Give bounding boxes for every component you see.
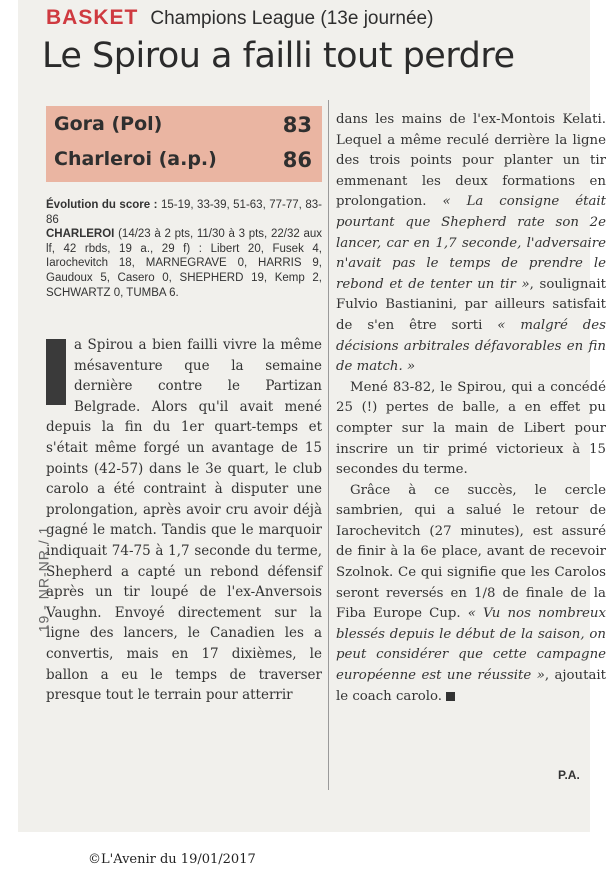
- competition-label: Champions League (13e journée): [150, 8, 434, 29]
- team-score: 86: [282, 148, 312, 172]
- byline: P.A.: [558, 768, 580, 782]
- score-row-away: [54, 148, 314, 170]
- source-credit: ©L'Avenir du 19/01/2017: [88, 852, 256, 867]
- text: Grâce à ce succès, le cercle sambrien, qui a salué le retour de Iarochevitch (27 minutes), est assuré de finir à la 6e place, avant de recevoir Szolnok. Ce qui signifie que les Carolos seront reversés en 1/8 de finale de la Fiba Europe Cup.: [336, 482, 606, 622]
- headline: Le Spirou a failli tout perdre: [42, 36, 515, 76]
- text: Mené 83-82, le Spirou, qui a concédé 25 (!) pertes de balle, a en effet pu compter sur la main de Libert pour inscrire un tir primé victorieux à 15 secondes du terme.: [336, 379, 606, 478]
- team-score: 83: [282, 113, 312, 137]
- newspaper-clipping: [18, 0, 607, 832]
- quote: « La consigne était pourtant que Shepherd rate son 2e lancer, car en 1,7 seconde, l'adversaire n'avait pas le temps de prendre le rebond et de tenter un tir »: [336, 194, 606, 292]
- column-divider: [328, 100, 329, 790]
- section-label: BASKET: [46, 6, 139, 29]
- quote: « malgré des décisions arbitrales défavorables en fin de match. »: [336, 317, 607, 375]
- team-name: Gora (Pol): [54, 113, 163, 135]
- match-stats: [46, 198, 322, 300]
- drop-cap: [46, 339, 66, 405]
- paragraph: [336, 110, 606, 378]
- quote: « Vu nos nombreux blessés depuis le début de la saison, on peut considérer que cette campagne européenne est une réussite »: [336, 606, 606, 684]
- paragraph: [336, 378, 606, 481]
- article-right-column: [336, 110, 606, 707]
- text: dans les mains de l'ex-Montois Kelati. Lequel a même reculé derrière la ligne des trois points pour planter un tir emmenant les deux formations en prolongation.: [336, 112, 606, 210]
- text: , soulignait Fulvio Bastianini, par ailleurs satisfait de s'en être sorti: [336, 276, 606, 333]
- score-box: [46, 106, 322, 182]
- page-reference: 19 - NR-NR / 1: [35, 525, 52, 633]
- score-row-home: [54, 113, 314, 135]
- team-line: (14/23 à 2 pts, 11/30 à 3 pts, 22/32 aux lf, 42 rbds, 19 a., 29 f) : Libert 20, Fusek 4, Iarochevitch 18, MARNEGRAVE 0, HARRIS 9, Gaudoux 5, Casero 0, SHEPHERD 19, Kemp 2, SCHWARTZ 0, TUMBA 6.: [46, 228, 322, 299]
- paragraph: [336, 481, 606, 708]
- evolution-values: 15-19, 33-39, 51-63, 77-77, 83-86: [46, 199, 322, 226]
- text: , ajoutait le coach carolo.: [336, 668, 606, 704]
- team-name: Charleroi (a.p.): [54, 148, 217, 170]
- kicker: [46, 6, 433, 30]
- article-left-column: [46, 335, 322, 706]
- team-label: CHARLEROI: [46, 228, 115, 241]
- article-left-text: a Spirou a bien failli vivre la même mésaventure que la semaine dernière contre le Partizan Belgrade. Alors qu'il avait mené depuis la fin du 1er quart-temps et s'était même forgé un avantage de 15 points (42-57) dans le 3e quart, le club carolo a été contraint à disputer une prolongation, après avoir cru avoir déjà gagné le match. Tandis que le marquoir indiquait 74-75 à 1,7 seconde du terme, Shepherd a capté un rebond défensif après un tir loupé de l'ex-Anversois Vaughn. Envoyé directement sur la ligne des lancers, le Canadien les a convertis, mais en 17 dixièmes, le ballon a eu le temps de traverser presque tout le terrain pour atterrir: [46, 337, 322, 704]
- end-mark-icon: [446, 692, 455, 701]
- evolution-label: Évolution du score :: [46, 199, 158, 211]
